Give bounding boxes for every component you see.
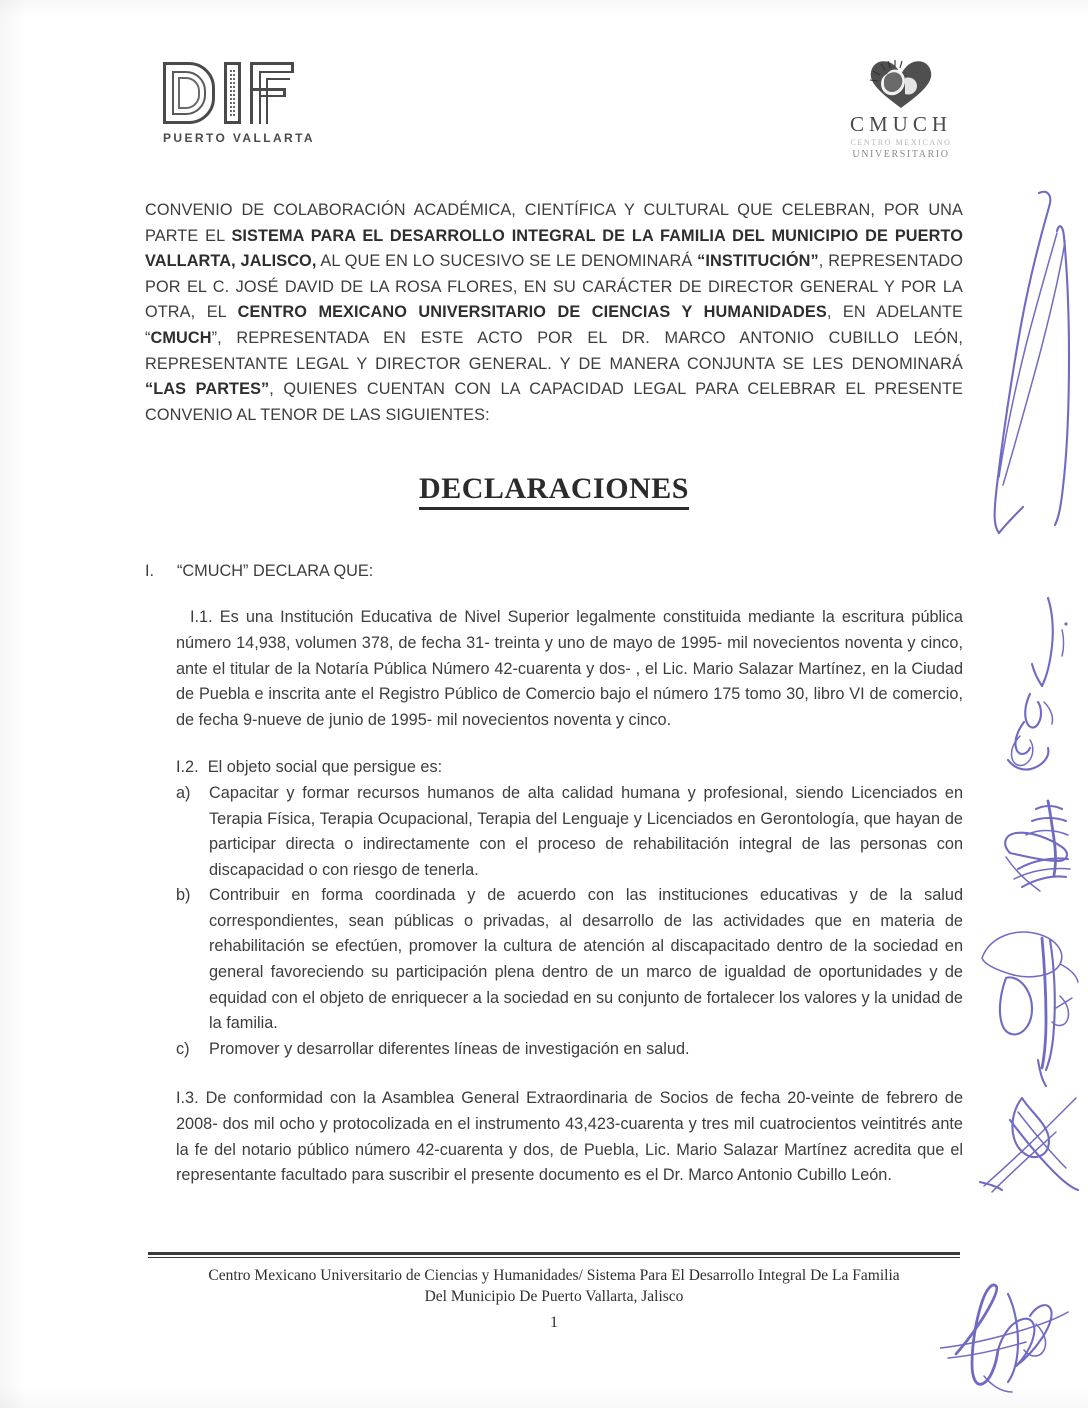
list-item <box>176 781 963 883</box>
list-item-marker: a) <box>176 783 191 802</box>
section-heading-one <box>145 562 963 581</box>
intro-bold-5: “LAS PARTES” <box>145 380 270 399</box>
dif-letter-f-icon <box>250 62 294 124</box>
list-item-text: Contribuir en forma coordinada y de acuerdo con las instituciones educativas y de la salud correspondientes, sean públicas o privadas, al desarrollo de las actividades que en materia de rehabilitación se efectúen, promover la cultura de atención al discapacitado dentro de la sociedad en general favoreciendo su participación plena dentro de un marco de igualdad de oportunidades y de equidad con el objeto de enriquecer a la sociedad en su conjunto de fortalecer los valores y la unidad de la familia. <box>209 886 963 1033</box>
clause-1-3 <box>176 1086 963 1188</box>
list-item <box>176 883 963 1037</box>
page-number: 1 <box>550 1314 558 1331</box>
intro-part-5: ”, REPRESENTADA EN ESTE ACTO POR EL DR. MARCO ANTONIO CUBILLO LEÓN, REPRESENTANTE LEGAL Y DIRECTOR GENERAL. Y DE MANERA CONJUNTA SE LES DENOMINARÁ <box>145 328 963 373</box>
dif-logo-subtitle: PUERTO VALLARTA <box>163 131 315 145</box>
cmuch-heart-hand-icon <box>865 56 937 110</box>
intro-bold-3: CENTRO MEXICANO UNIVERSITARIO DE CIENCIAS Y HUMANIDADES <box>237 303 827 322</box>
intro-bold-1: SISTEMA PARA EL DESARROLLO INTEGRAL DE LA FAMILIA DEL MUNICIPIO DE PUERTO VALLARTA, JALISCO, <box>145 226 963 271</box>
scan-edge-shading <box>0 0 26 1408</box>
list-item-text: Capacitar y formar recursos humanos de alta calidad humana y profesional, siendo Licenciados en Terapia Física, Terapia Ocupacional, Terapia del Lenguaje y Licenciados en Gerontología, que hayan de participar directa o indirectamente con el proceso de rehabilitación integral de las personas con discapacidad o con riesgo de tenerla. <box>209 783 963 879</box>
intro-part-1: CONVENIO DE COLABORACIÓN ACADÉMICA, CIENTÍFICA Y CULTURAL QUE CELEBRAN, POR UNA PARTE EL <box>145 201 963 245</box>
dif-logo <box>163 62 363 145</box>
intro-part-4: , EN ADELANTE “ <box>145 303 964 347</box>
dif-letter-d-icon <box>163 62 215 124</box>
document-header <box>0 48 1088 178</box>
section-title: “CMUCH” DECLARA QUE: <box>177 562 374 581</box>
cmuch-logo-name: CMUCH <box>849 112 953 136</box>
signature-mark-4 <box>972 920 1088 1110</box>
intro-part-2: AL QUE EN LO SUCESIVO SE LE DENOMINARÁ <box>316 252 698 271</box>
page-title-text: DECLARACIONES <box>419 472 689 510</box>
clause-1-2-label: I.2. <box>176 758 199 777</box>
clause-1-2-text: El objeto social que persigue es: <box>207 758 443 777</box>
signature-mark-1 <box>985 185 1085 605</box>
dif-letter-i-icon <box>224 62 241 124</box>
scan-edge-shading-bottom <box>0 1386 1088 1408</box>
intro-part-3: , REPRESENTADO POR EL C. JOSÉ DAVID DE LA ROSA FLORES, EN SU CARÁCTER DE DIRECTOR GENERAL Y POR LA OTRA, EL <box>145 252 964 322</box>
document-body <box>145 198 963 1189</box>
list-item-marker: b) <box>176 886 191 905</box>
signature-mark-6 <box>940 1280 1080 1400</box>
intro-bold-4: CMUCH <box>150 328 212 347</box>
scan-edge-shading-top <box>0 0 1088 18</box>
signature-mark-5 <box>978 1090 1088 1210</box>
clause-1-3-text: I.3. De conformidad con la Asamblea General Extraordinaria de Socios de fecha 20-veinte de febrero de 2008- dos mil ocho y protocolizada en el instrumento 43,423-cuarenta y tres mil cuatrocientos veintitrés ante la fe del notario público número 42-cuarenta y dos, de Puebla, Lic. Mario Salazar Martínez acredita que el representante facultado para suscribir el presente documento es el Dr. Marco Antonio Cubillo León. <box>176 1089 963 1185</box>
clause-1-1 <box>176 605 963 733</box>
signature-mark-3 <box>992 795 1088 905</box>
list-item-marker: c) <box>176 1039 190 1058</box>
footer-line-2: Del Municipio De Puerto Vallarta, Jalisco <box>424 1288 684 1305</box>
dif-logo-letters <box>163 62 363 124</box>
list-item-text: Promover y desarrollar diferentes líneas de investigación en salud. <box>209 1039 690 1058</box>
clause-1-2 <box>176 755 963 781</box>
section-number: I. <box>145 562 155 581</box>
cmuch-logo <box>806 56 996 160</box>
cmuch-logo-subtitle-2: UNIVERSITARIO <box>852 149 950 160</box>
footer-divider <box>148 1252 960 1258</box>
signature-mark-2 <box>1000 590 1086 775</box>
intro-paragraph <box>145 198 963 428</box>
cmuch-logo-subtitle-1: CENTRO MEXICANO <box>850 138 952 147</box>
clause-1-1-text: I.1. Es una Institución Educativa de Nivel Superior legalmente constituida mediante la escritura pública número 14,938, volumen 378, de fecha 31- treinta y uno de mayo de 1995- mil novecientos noventa y cinco, ante el titular de la Notaría Pública Número 42-cuarenta y dos- , el Lic. Mario Salazar Martínez, en la Ciudad de Puebla e inscrita ante el Registro Público de Comercio bajo el número 175 tomo 30, libro VI de comercio, de fecha 9-nueve de junio de 1995- mil novecientos noventa y cinco. <box>176 608 963 729</box>
intro-part-6: , QUIENES CUENTAN CON LA CAPACIDAD LEGAL PARA CELEBRAR EL PRESENTE CONVENIO AL TENOR DE LAS SIGUIENTES: <box>145 380 963 424</box>
page-title <box>145 472 963 510</box>
footer-line-1: Centro Mexicano Universitario de Ciencias y Humanidades/ Sistema Para El Desarrollo Integral De La Familia <box>208 1267 900 1284</box>
list-item <box>176 1037 963 1063</box>
intro-bold-2: “INSTITUCIÓN” <box>697 252 819 271</box>
document-footer <box>148 1252 960 1332</box>
